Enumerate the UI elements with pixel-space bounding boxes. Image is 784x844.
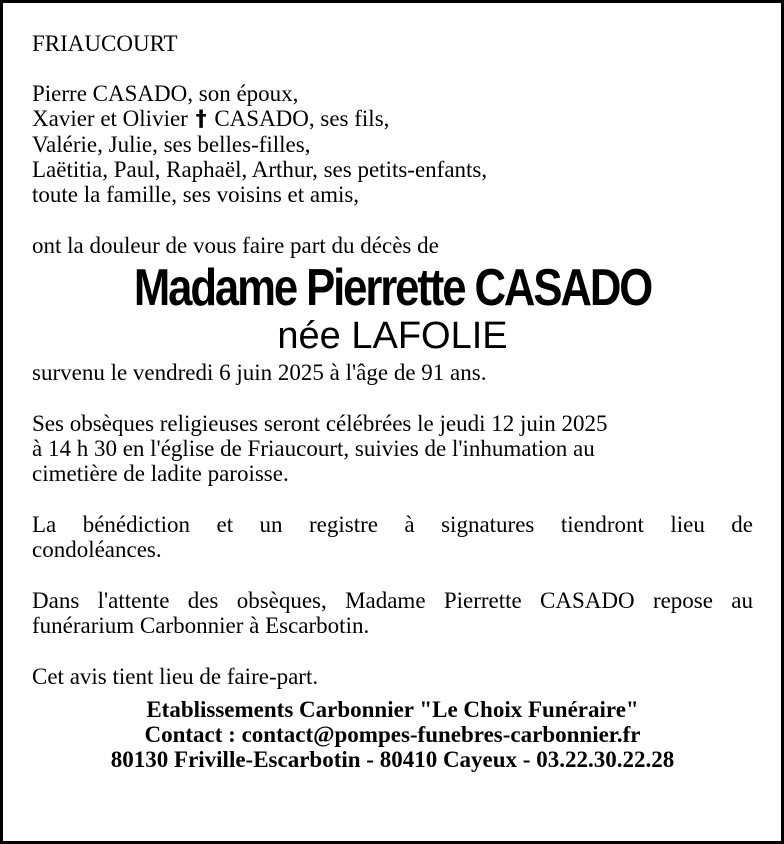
closing-note: Cet avis tient lieu de faire-part. [32,664,319,689]
maiden-name: née LAFOLIE [277,315,508,357]
repose-line-2: funérarium Carbonnier à Escarbotin. [32,613,370,638]
family-list [32,81,753,207]
funeral-home-address: 80130 Friville-Escarbotin - 80410 Cayeux - 03.22.30.22.28 [110,747,675,772]
announcement-intro: ont la douleur de vous faire part du décès de [32,233,439,258]
funeral-line-3: cimetière de ladite paroisse. [32,461,289,486]
death-date-paragraph [32,360,753,385]
cross-icon: † [195,107,207,132]
family-line-sons [32,106,753,132]
deceased-name: Madame Pierrette CASADO [133,259,652,317]
funeral-line-2: à 14 h 30 en l'église de Friaucourt, suivies de l'inhumation au [32,436,595,461]
condolences-line-2: condoléances. [32,537,162,562]
repose-paragraph [32,588,753,638]
family-line-others: toute la famille, ses voisins et amis, [32,182,360,207]
town-heading: FRIAUCOURT [32,31,178,56]
family-line-spouse: Pierre CASADO, son époux, [32,81,299,106]
funeral-line-1: Ses obsèques religieuses seront célébrées le jeudi 12 juin 2025 [32,411,608,436]
funeral-paragraph [32,411,753,486]
funeral-home-name: Etablissements Carbonnier "Le Choix Funéraire" [146,697,639,722]
condolences-paragraph [32,512,753,562]
funeral-home-footer [32,697,753,772]
family-line-grandchildren: Laëtitia, Paul, Raphaël, Arthur, ses petits-enfants, [32,157,488,182]
funeral-home-contact: Contact : contact@pompes-funebres-carbonnier.fr [144,722,641,747]
family-line-daughters-in-law: Valérie, Julie, ses belles-filles, [32,132,311,157]
repose-line-1: Dans l'attente des obsèques, Madame Pierrette CASADO repose au [32,588,753,613]
family-sons-surname: CASADO, ses fils, [214,106,390,131]
family-sons-names: Xavier et Olivier [32,106,188,131]
death-date: survenu le vendredi 6 juin 2025 à l'âge de 91 ans. [32,360,487,385]
condolences-line-1: La bénédiction et un registre à signatures tiendront lieu de [32,512,753,537]
